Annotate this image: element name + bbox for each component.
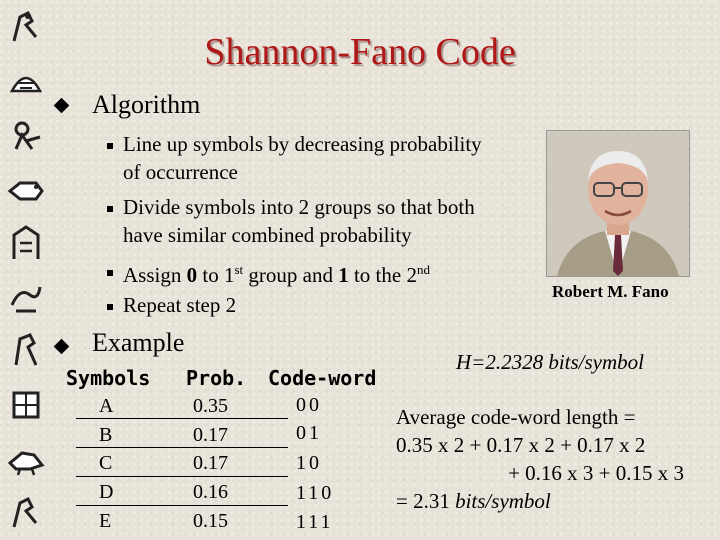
average-line-3: + 0.16 x 3 + 0.15 x 3 [508,461,684,485]
step-3-one: 1 [338,263,349,287]
slide-title: Shannon-Fano Code [204,31,516,73]
prob-cell: 0.15 [193,510,228,532]
portrait-photo [546,130,690,277]
prob-cell: 0.35 [193,395,228,417]
algorithm-step-1 [123,130,553,186]
code-cell: 111 [296,511,334,533]
code-cell: 10 [296,452,322,474]
algorithm-step-2 [123,193,553,249]
step-3-zero: 0 [186,263,198,287]
hieroglyph-icon [6,223,46,263]
portrait-illustration [547,131,689,276]
average-unit: bits/symbol [455,489,551,513]
symbol-cell: E [99,510,112,532]
algorithm-step-3 [123,256,553,289]
step-2-line-2: have similar combined probability [123,223,412,247]
prob-cell: 0.17 [193,452,228,474]
code-cell: 01 [296,422,322,444]
average-line-1: Average code-word length = [396,405,636,429]
hieroglyph-icon [6,169,46,209]
step-3-sup2: nd [416,262,430,277]
square-bullet-icon [107,206,113,212]
average-result: = 2.31 [396,489,456,513]
code-cell: 110 [296,482,335,504]
algorithm-step-4: Repeat step 2 [123,293,237,317]
average-length-block [396,403,684,515]
symbol-cell: C [99,452,113,474]
hieroglyph-icon [6,385,46,425]
photo-caption: Robert M. Fano [552,282,669,301]
symbol-cell: D [99,481,114,503]
average-line-2: 0.35 x 2 + 0.17 x 2 + 0.17 x 2 [396,433,646,457]
symbol-cell: B [99,424,113,446]
step-1-line-1: Line up symbols by decreasing probability [123,132,482,156]
hieroglyph-icon [6,493,46,533]
header-symbols: Symbols [66,366,151,390]
diamond-bullet-icon [54,339,70,355]
symbol-cell: A [99,395,114,417]
hieroglyph-border [0,0,52,540]
square-bullet-icon [107,270,113,276]
row-divider [76,476,288,477]
hieroglyph-icon [6,115,46,155]
prob-cell: 0.16 [193,481,228,503]
square-bullet-icon [107,304,113,310]
step-3-mid3: to the 2 [348,263,417,287]
hieroglyph-icon [6,331,46,371]
hieroglyph-icon [6,439,46,479]
algorithm-heading: Algorithm [92,90,201,119]
code-cell: 00 [296,394,322,416]
prob-cell: 0.17 [193,424,228,446]
hieroglyph-icon [6,277,46,317]
average-line-4 [396,487,684,515]
step-1-line-2: of occurrence [123,160,238,184]
square-bullet-icon [107,143,113,149]
step-3-sup1: st [234,262,244,277]
step-3-mid1: to 1 [197,263,235,287]
header-codeword: Code-word [268,366,377,390]
row-divider [76,447,288,448]
row-divider [76,505,288,506]
entropy-value: H=2.2328 bits/symbol [456,350,645,374]
step-3-prefix: Assign [123,263,187,287]
step-2-line-1: Divide symbols into 2 groups so that both [123,195,475,219]
example-heading: Example [92,328,185,357]
header-prob: Prob. [186,366,247,390]
step-3-mid2: group and [243,263,339,287]
row-divider [76,418,288,419]
diamond-bullet-icon [54,98,70,114]
